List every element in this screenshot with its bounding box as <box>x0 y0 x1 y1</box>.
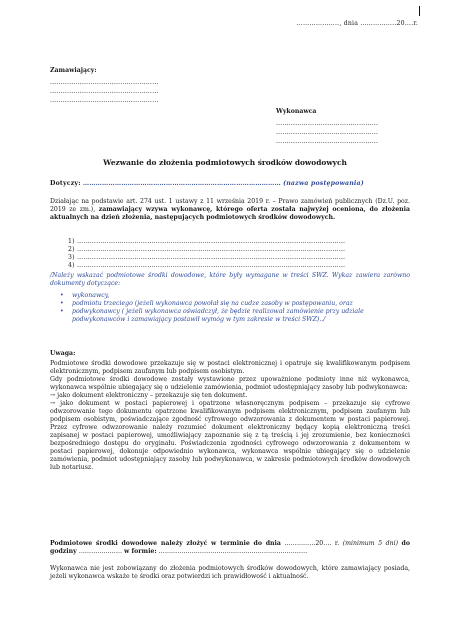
list-dots: ……………………………………………………………………………………………………………… <box>76 246 346 253</box>
deadline-hour-label: do godziny <box>50 540 410 555</box>
deadline-minimum: (minimum 5 dni) <box>342 540 398 547</box>
list-item <box>68 246 408 254</box>
document-title: Wezwanie do złożenia podmiotowych środków dowodowych <box>103 158 347 167</box>
uwaga-arrow-2: → jako dokument w postaci papierowej i opatrzone własnoręcznym podpisem – przekazuje się cyfrowe odwzorowanie tego dokumentu opatrzone kwalifikowanym podpisem elektronicznym, podpisem zaufanym lub podpisem osobistym, poświadczające zgodność cyfrowego odwzorowania z dokumentem w postaci papierowej. Przez cyfrowe odwzorowanie należy rozumieć dokument elektroniczny będący kopią elektroniczną treści zapisanej w postaci papierowej, umożliwiający zapoznanie się z tą treścią i jej zrozumienie, bez konieczności bezpośredniego dostępu do oryginału. Poświadczenia zgodności cyfrowego odwzorowania z dokumentem w postaci papierowej, dokonuje odpowiednio wykonawca, wykonawca wspólnie ubiegający się o udzielenie zamówienia, podmiot udostępniający zasoby lub podwykonawca, w zakresie podmiotowych środków dowodowych lub notariusz. <box>50 400 410 471</box>
dotyczy-placeholder: (nazwa postępowania) <box>283 180 364 187</box>
bullet-item: • podwykonawcy ( jeżeli wykonawca oświadczył, że będzie realizował zamówienie przy udziale podwykonawców i zamawiający postawił wymóg w tym zakresie w treści SWZ)../ <box>50 308 410 324</box>
zamawiajacy-label: Zamawiający: <box>50 67 97 74</box>
note-bullets <box>50 292 410 324</box>
uwaga-paragraph-1: Podmiotowe środki dowodowe przekazuje się w postaci elektronicznej i opatruje się kwalifikowanym podpisem elektronicznym, podpisem zaufanym lub podpisem osobistym. <box>50 360 410 375</box>
instruction-note: /Należy wskazać podmiotowe środki dowodowe, które były wymagane w treści SWZ. Wykaz zawiera zarówno dokumenty dotyczące: <box>50 272 410 287</box>
date-line: ……………….., dnia ……………..20….r. <box>296 20 418 27</box>
numbered-list <box>68 238 408 270</box>
deadline-date-dots: ……………20…. r. <box>284 540 340 547</box>
bullet-item: • wykonawcy, <box>50 292 410 300</box>
deadline-form-dots: ……………………………………………………………… <box>158 548 308 555</box>
uwaga-label: Uwaga: <box>50 350 76 357</box>
deadline-form-label: w formie: <box>124 548 157 555</box>
zamawiajacy-line-1: …………………………………………… <box>50 79 159 86</box>
text-cursor <box>419 6 420 16</box>
list-number: 2) <box>68 246 75 253</box>
wykonawca-label: Wykonawca <box>276 108 317 115</box>
list-dots: ……………………………………………………………………………………………………………… <box>76 262 346 269</box>
list-number: 4) <box>68 262 75 269</box>
intro-part-1: Działając na podstawie art. 274 ust. 1 ustawy z 11 września 2019 r. – Prawo zamówień publicznych (Dz.U. poz. 2019 ze zm.), <box>50 198 410 213</box>
wykonawca-line-2: ………………………………………… <box>276 129 379 136</box>
list-dots: ……………………………………………………………………………………………………………… <box>76 238 346 245</box>
dotyczy-row <box>50 180 410 188</box>
deadline-hour-dots: ………………… <box>78 548 123 555</box>
wykonawca-line-1: ………………………………………… <box>276 120 379 127</box>
list-item <box>68 254 408 262</box>
list-item <box>68 238 408 246</box>
deadline-paragraph <box>50 540 410 556</box>
dotyczy-dots: ………………………………………………………………………………… <box>82 180 281 187</box>
uwaga-paragraph-2: Gdy podmiotowe środki dowodowe zostały wystawione przez upoważnione podmioty inne niż wykonawca, wykonawca wspólnie ubiegający się o udzielenie zamówienia, podmiot udostępniający zasoby lub podwykonawca: <box>50 376 410 391</box>
zamawiajacy-line-3: …………………………………………… <box>50 97 159 104</box>
dotyczy-label: Dotyczy: <box>50 180 81 187</box>
closing-paragraph: Wykonawca nie jest zobowiązany do złożenia podmiotowych środków dowodowych, które zamawiający posiada, jeżeli wykonawca wskaże te środki oraz potwierdzi ich prawidłowość i aktualność. <box>50 565 410 580</box>
intro-part-2: zamawiający wzywa wykonawcę, którego oferta została najwyżej oceniona, do złożenia aktualnych na dzień złożenia, następujących podmiotowych środków dowodowych. <box>50 206 411 221</box>
wykonawca-line-3: ………………………………………… <box>276 138 379 145</box>
bullet-item: • podmiotu trzeciego (jeżeli wykonawca powołał się na cudze zasoby w postępowaniu, oraz <box>50 300 410 308</box>
list-dots: ……………………………………………………………………………………………………………… <box>76 254 346 261</box>
zamawiajacy-line-2: …………………………………………… <box>50 88 159 95</box>
uwaga-body <box>50 360 410 472</box>
list-number: 3) <box>68 254 75 261</box>
deadline-text: Podmiotowe środki dowodowe należy złożyć w terminie do dnia <box>50 540 281 547</box>
intro-paragraph <box>50 198 410 222</box>
uwaga-arrow-1: → jako dokument elektroniczny – przekazuje się ten dokument. <box>50 392 248 399</box>
list-item <box>68 262 408 270</box>
list-number: 1) <box>68 238 75 245</box>
